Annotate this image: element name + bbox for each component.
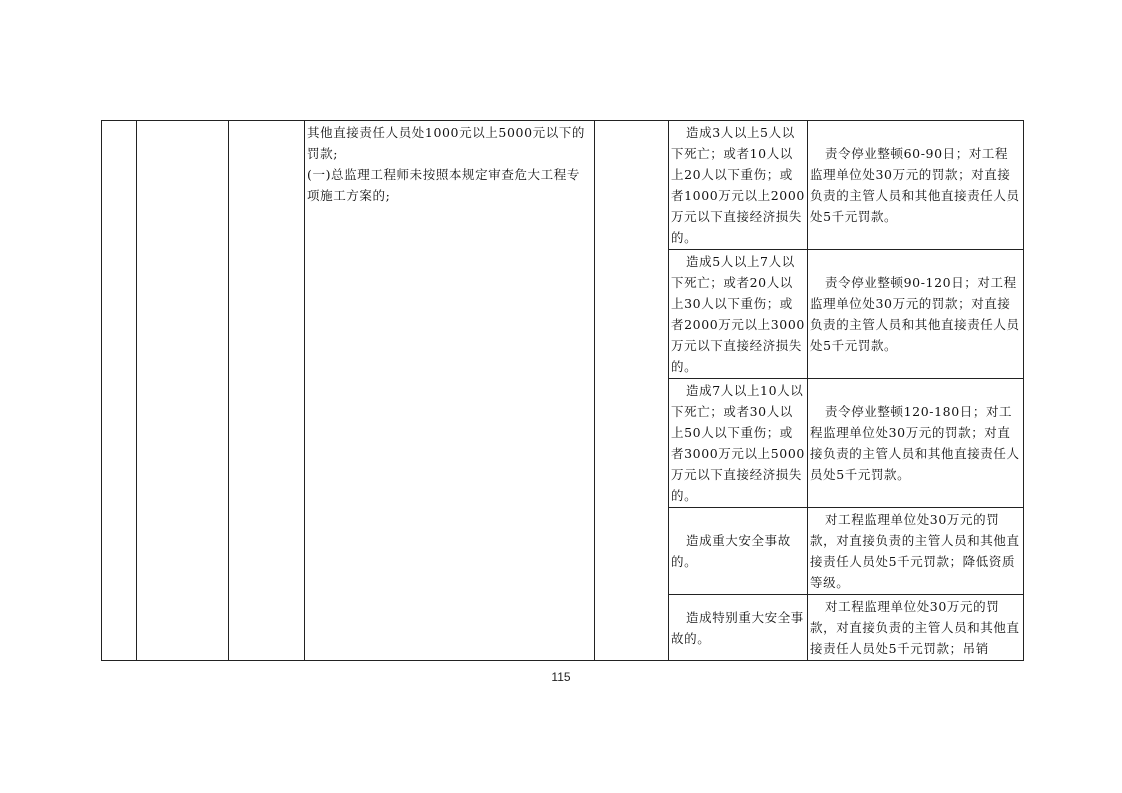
penalty-table (101, 120, 1024, 661)
index-cell (102, 121, 137, 661)
penalty-cell: 对工程监理单位处30万元的罚款，对直接负责的主管人员和其他直接责任人员处5千元罚款；吊销 (808, 595, 1024, 661)
basis-cell (305, 121, 595, 661)
circumstance-cell: 造成3人以上5人以下死亡；或者10人以上20人以下重伤；或者1000万元以上2000万元以下直接经济损失的。 (669, 121, 808, 250)
basis-text-1: 其他直接责任人员处1000元以上5000元以下的罚款; (307, 125, 586, 161)
penalty-cell: 对工程监理单位处30万元的罚款，对直接负责的主管人员和其他直接责任人员处5千元罚款；降低资质等级。 (808, 508, 1024, 595)
penalty-cell: 责令停业整顿120-180日；对工程监理单位处30万元的罚款；对直接负责的主管人员和其他直接责任人员处5千元罚款。 (808, 379, 1024, 508)
item-cell (137, 121, 229, 661)
circumstance-cell: 造成7人以上10人以下死亡；或者30人以上50人以下重伤；或者3000万元以上5000万元以下直接经济损失的。 (669, 379, 808, 508)
discretion-cell (595, 121, 669, 661)
basis-text-2: (一)总监理工程师未按照本规定审查危大工程专项施工方案的; (307, 167, 580, 203)
penalty-cell: 责令停业整顿90-120日；对工程监理单位处30万元的罚款；对直接负责的主管人员和其他直接责任人员处5千元罚款。 (808, 250, 1024, 379)
subject-cell (229, 121, 305, 661)
table-row (102, 121, 1024, 250)
circumstance-cell: 造成特别重大安全事故的。 (669, 595, 808, 661)
page-number: 115 (551, 670, 571, 684)
penalty-cell: 责令停业整顿60-90日；对工程监理单位处30万元的罚款；对直接负责的主管人员和其他直接责任人员处5千元罚款。 (808, 121, 1024, 250)
circumstance-cell: 造成重大安全事故的。 (669, 508, 808, 595)
circumstance-cell: 造成5人以上7人以下死亡；或者20人以上30人以下重伤；或者2000万元以上3000万元以下直接经济损失的。 (669, 250, 808, 379)
